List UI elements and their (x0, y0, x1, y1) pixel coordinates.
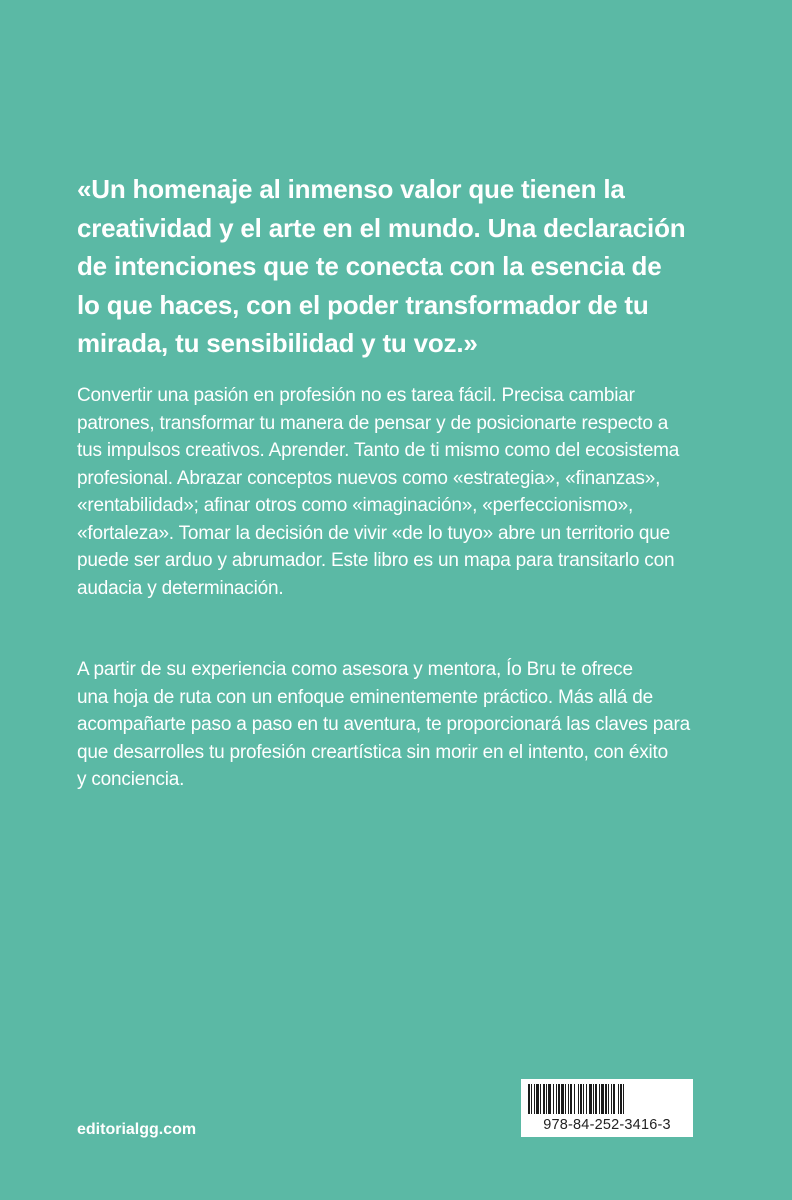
barcode-bar (613, 1084, 615, 1114)
barcode-bar (601, 1084, 604, 1114)
barcode-bar (558, 1084, 560, 1114)
barcode-bar (531, 1084, 532, 1114)
barcode-bar (561, 1084, 564, 1114)
barcode-bar (608, 1084, 609, 1114)
text-line: que desarrolles tu profesión creartística sin morir en el intento, con éxito (77, 741, 668, 763)
barcode-bar (568, 1084, 569, 1114)
barcode-bar (620, 1084, 622, 1114)
text-line: acompañarte paso a paso en tu aventura, te proporcionará las claves para (77, 714, 690, 735)
text-line: tus impulsos creativos. Aprender. Tanto de ti mismo como del ecosistema (77, 440, 680, 461)
barcode-bar (556, 1084, 557, 1114)
barcode-bar (618, 1084, 619, 1114)
barcode-bar (583, 1084, 584, 1114)
barcode-bar (546, 1084, 547, 1114)
barcode-bar (586, 1084, 587, 1114)
isbn-number: 978-84-252-3416-3 (543, 1117, 671, 1133)
text-line: A partir de su experiencia como asesora y mentora, Ío Bru te ofrece (77, 659, 633, 680)
barcode-bar (599, 1084, 600, 1114)
description-paragraph-2 (77, 656, 717, 794)
barcode-bar (553, 1084, 554, 1114)
barcode-bar (574, 1084, 575, 1114)
barcode-bar (611, 1084, 612, 1114)
barcode-bar (570, 1084, 572, 1114)
pull-quote (77, 170, 717, 363)
text-line: Convertir una pasión en profesión no es tarea fácil. Precisa cambiar (77, 385, 635, 406)
text-line: patrones, transformar tu manera de pensar y de posicionarte respecto a (77, 412, 669, 434)
barcode-bars (527, 1084, 687, 1114)
barcode-bar (589, 1084, 592, 1114)
barcode-bar (595, 1084, 597, 1114)
isbn-barcode (521, 1079, 693, 1137)
barcode-bar (565, 1084, 566, 1114)
quote-line: lo que haces, con el poder transformador de tu (77, 289, 649, 320)
text-line: audacia y determinación. (77, 577, 284, 599)
barcode-bar (540, 1084, 541, 1114)
barcode-bar (605, 1084, 607, 1114)
barcode-bar (536, 1084, 539, 1114)
quote-line: «Un homenaje al inmenso valor que tienen la (77, 174, 625, 204)
text-line: una hoja de ruta con un enfoque eminentemente práctico. Más allá de (77, 686, 653, 708)
publisher-website: editorialgg.com (77, 1121, 197, 1138)
text-line: y conciencia. (77, 769, 185, 790)
text-line: «fortaleza». Tomar la decisión de vivir «de lo tuyo» abre un territorio que (77, 522, 670, 544)
barcode-bar (528, 1084, 530, 1114)
barcode-bar (578, 1084, 579, 1114)
barcode-bar (623, 1084, 624, 1114)
quote-line: creatividad y el arte en el mundo. Una declaración (77, 212, 686, 243)
barcode-bar (534, 1084, 535, 1114)
description-paragraph-1 (77, 382, 717, 602)
text-line: profesional. Abrazar conceptos nuevos como «estrategia», «finanzas», (77, 467, 661, 489)
barcode-bar (543, 1084, 545, 1114)
quote-line: de intenciones que te conecta con la esencia de (77, 251, 662, 281)
quote-line: mirada, tu sensibilidad y tu voz.» (77, 328, 478, 358)
barcode-bar (548, 1084, 551, 1114)
text-line: «rentabilidad»; afinar otros como «imaginación», «perfeccionismo», (77, 495, 634, 516)
barcode-bar (580, 1084, 582, 1114)
text-line: puede ser arduo y abrumador. Este libro es un mapa para transitarlo con (77, 550, 675, 571)
barcode-bar (593, 1084, 594, 1114)
